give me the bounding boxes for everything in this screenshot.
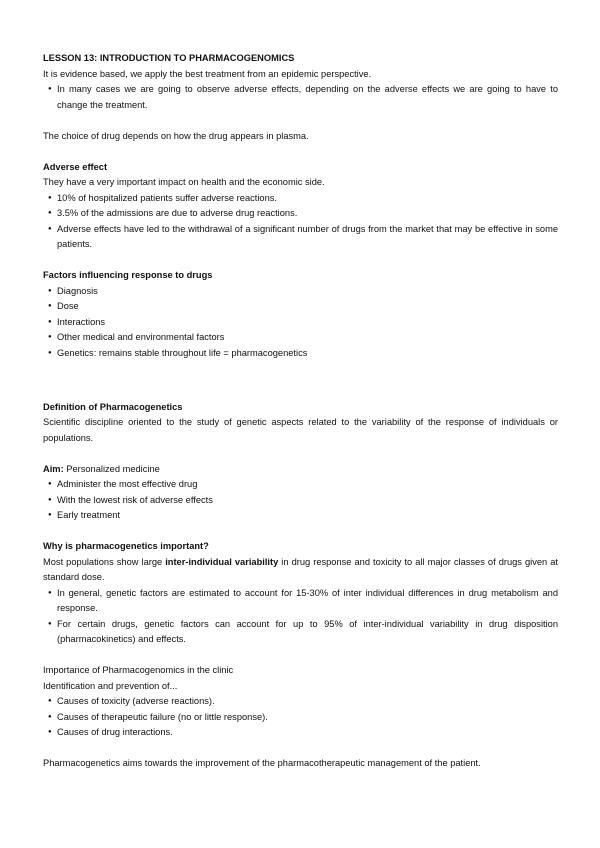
adverse-effect-heading: Adverse effect xyxy=(43,161,108,172)
list-item: ● Interactions xyxy=(43,315,558,331)
why-text xyxy=(43,555,558,586)
why-heading: Why is pharmacogenetics important? xyxy=(43,541,209,551)
aim-list xyxy=(43,477,558,524)
list-item: ● Administer the most effective drug xyxy=(43,477,558,493)
factors-heading: Factors influencing response to drugs xyxy=(43,270,213,280)
list-item: ● Dose xyxy=(43,299,558,315)
list-item: ● In general, genetic factors are estimated to account for 15-30% of inter individual differences in drug metabolism and response. xyxy=(43,586,558,617)
list-item: ● In many cases we are going to observe adverse effects, depending on the adverse effects we are going to have to change the treatment. xyxy=(43,82,558,113)
aim-line xyxy=(43,462,558,478)
importance-text: Identification and prevention of... xyxy=(43,680,178,691)
adverse-effect-text: They have a very important impact on health and the economic side. xyxy=(43,177,325,187)
lesson-title: LESSON 13: INTRODUCTION TO PHARMACOGENOMICS xyxy=(43,53,295,63)
definition-text: Scientific discipline oriented to the study of genetic aspects related to the variability of the response of individuals or populations. xyxy=(43,417,558,443)
list-item: ● Genetics: remains stable throughout life = pharmacogenetics xyxy=(43,346,558,362)
why-text-end: in drug response and toxicity to all major classes of drugs given at standard dose. xyxy=(43,556,558,582)
definition-heading: Definition of Pharmacogenetics xyxy=(43,401,183,412)
list-item: ● Other medical and environmental factors xyxy=(43,330,558,346)
adverse-effect-list xyxy=(43,191,558,253)
aim-text: Personalized medicine xyxy=(63,463,160,474)
importance-list xyxy=(43,694,558,741)
importance-heading: Importance of Pharmacogenomics in the clinic xyxy=(43,665,234,675)
list-item: ● Causes of toxicity (adverse reactions). xyxy=(43,694,558,710)
why-text-emphasis: inter-individual variability xyxy=(165,556,279,567)
drug-choice-text: The choice of drug depends on how the drug appears in plasma. xyxy=(43,130,309,141)
why-text-start: Most populations show large xyxy=(43,556,166,567)
document-page xyxy=(43,51,558,772)
list-item: ● Diagnosis xyxy=(43,284,558,300)
list-item: ● With the lowest risk of adverse effects xyxy=(43,493,558,509)
list-item: ● Causes of drug interactions. xyxy=(43,725,558,741)
list-item: ● Adverse effects have led to the withdrawal of a significant number of drugs from the market that may be effective in some patients. xyxy=(43,222,558,253)
list-item: ● Early treatment xyxy=(43,508,558,524)
list-item: ● 10% of hospitalized patients suffer adverse reactions. xyxy=(43,191,558,207)
list-item: ● For certain drugs, genetic factors can account for up to 95% of inter-individual variability in drug disposition (pharmacokinetics) and effects. xyxy=(43,617,558,648)
aim-label: Aim: xyxy=(43,463,64,474)
intro-bullet-list xyxy=(43,82,558,113)
why-list xyxy=(43,586,558,648)
factors-list xyxy=(43,284,558,362)
list-item: ● Causes of therapeutic failure (no or little response). xyxy=(43,710,558,726)
list-item: ● 3.5% of the admissions are due to adverse drug reactions. xyxy=(43,206,558,222)
closing-text: Pharmacogenetics aims towards the improvement of the pharmacotherapeutic management of the patient. xyxy=(43,758,481,768)
intro-text: It is evidence based, we apply the best treatment from an epidemic perspective. xyxy=(43,68,372,79)
